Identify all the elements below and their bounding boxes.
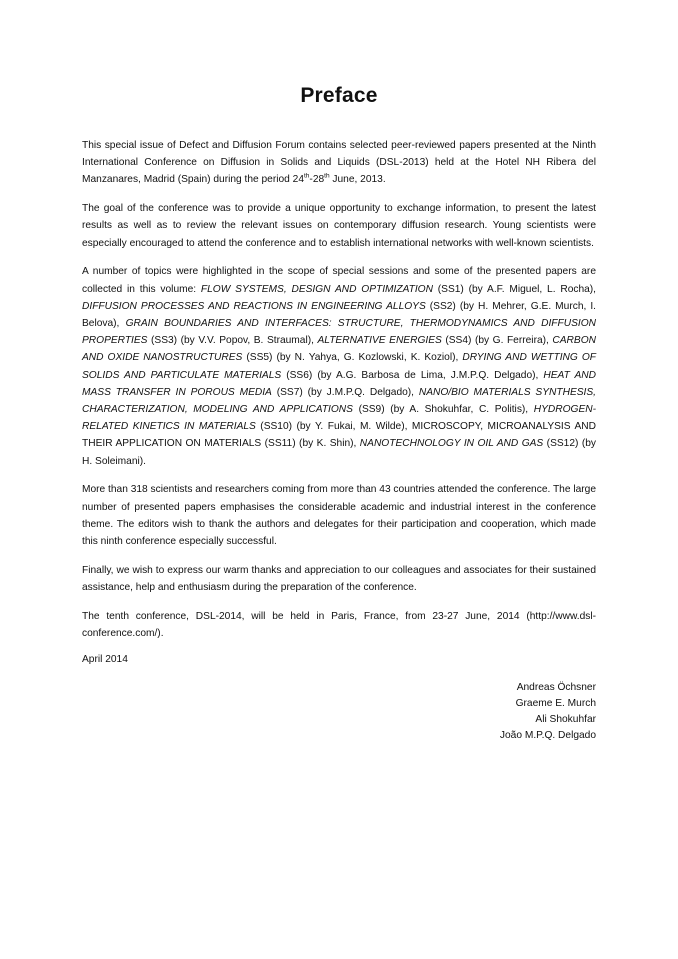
topics-text: (SS1) (by A.F. Miguel, L. Rocha), bbox=[432, 283, 597, 295]
paragraph-intro-text: This special issue of Defect and Diffusion Forum contains selected peer-reviewed papers presented at the Ninth International Conference on Diffusion in Solids and Liquids (DSL-2013) held at the Hotel NH Ribera del Manzanares, Madrid (Spain) during the period 24 bbox=[82, 140, 596, 186]
paragraph-goal: The goal of the conference was to provide a unique opportunity to exchange information, to present the latest results as well as to review the relevant issues on contemporary diffusion research. Young scientists were especially encouraged to attend the conference and to establish international networks with well-known scientists. bbox=[82, 203, 596, 249]
editor-name: João M.P.Q. Delgado bbox=[499, 730, 596, 742]
page-title: Preface bbox=[300, 84, 378, 107]
topics-text: (SS3) (by V.V. Popov, B. Straumal), bbox=[147, 335, 318, 347]
editor-name: Andreas Öchsner bbox=[516, 682, 596, 694]
document-date: April 2014 bbox=[82, 654, 128, 666]
topic-title: DIFFUSION PROCESSES AND REACTIONS IN ENGINEERING ALLOYS bbox=[82, 300, 426, 312]
topic-title: FLOW SYSTEMS, DESIGN AND OPTIMIZATION bbox=[200, 283, 433, 295]
topic-title: GRAIN BOUNDARIES AND INTERFACES: STRUCTURE, THERMODYNAMICS AND DIFFUSION PROPERTIES bbox=[82, 318, 596, 347]
superscript-th: th bbox=[324, 173, 330, 181]
topics-text: (SS2) (by H. Mehrer, G.E. Murch, I. Belova), bbox=[82, 300, 596, 330]
topics-text: (SS12) (by H. Soleimani). bbox=[82, 438, 596, 467]
paragraph-attendance: More than 318 scientists and researchers coming from more than 43 countries attended the conference. The large number of presented papers emphasises the considerable academic and industrial interest in the conference theme. The editors wish to thank the authors and delegates for their participation and cooperation, which made this ninth conference especially successful. bbox=[82, 484, 597, 548]
topics-text: (SS9) (by A. Shokuhfar, C. Politis), bbox=[352, 404, 534, 416]
topic-title: HYDROGEN-RELATED KINETICS IN MATERIALS bbox=[82, 404, 596, 433]
topic-title: ALTERNATIVE ENERGIES bbox=[317, 335, 442, 347]
topic-title: DRYING AND WETTING OF SOLIDS AND PARTICULATE MATERIALS bbox=[82, 352, 597, 381]
topics-text: (SS10) (by Y. Fukai, M. Wilde), MICROSCOPY, MICROANALYSIS AND THEIR APPLICATION ON MATERIALS (SS11) (by K. Shin), bbox=[82, 421, 596, 450]
paragraph-thanks: Finally, we wish to express our warm thanks and appreciation to our colleagues and associates for their sustained assistance, help and enthusiasm during the preparation of the conference. bbox=[82, 564, 596, 594]
document-body bbox=[82, 137, 596, 744]
topics-text: A number of topics were highlighted in the scope of special sessions and some of the presented papers are collected in this volume: bbox=[82, 266, 596, 295]
topic-title: NANOTECHNOLOGY IN OIL AND GAS bbox=[359, 438, 544, 450]
paragraph-next-conference: The tenth conference, DSL-2014, will be held in Paris, France, from 23-27 June, 2014 (http://www.dsl-conference.com/). bbox=[82, 610, 596, 640]
topic-title: NANO/BIO MATERIALS SYNTHESIS, CHARACTERIZATION, MODELING AND APPLICATIONS bbox=[82, 386, 596, 416]
editor-signatures bbox=[82, 680, 596, 744]
topics-text: (SS7) (by J.M.P.Q. Delgado), bbox=[271, 386, 419, 398]
paragraph-topics bbox=[82, 263, 596, 469]
topics-text: (SS4) (by G. Ferreira), bbox=[441, 335, 553, 347]
superscript-th: th bbox=[304, 173, 310, 181]
topic-title: CARBON AND OXIDE NANOSTRUCTURES bbox=[82, 335, 596, 364]
paragraph-intro bbox=[82, 137, 596, 189]
editor-name: Graeme E. Murch bbox=[515, 698, 596, 710]
topics-text: (SS5) (by N. Yahya, G. Kozlowski, K. Koziol), bbox=[242, 352, 463, 364]
topics-text: (SS6) (by A.G. Barbosa de Lima, J.M.P.Q. Delgado), bbox=[281, 369, 544, 381]
topic-title: HEAT AND MASS TRANSFER IN POROUS MEDIA bbox=[82, 369, 596, 398]
editor-name: Ali Shokuhfar bbox=[535, 714, 596, 726]
paragraph-intro-end: June, 2013. bbox=[329, 174, 386, 186]
paragraph-intro-range: -28 bbox=[309, 174, 325, 186]
